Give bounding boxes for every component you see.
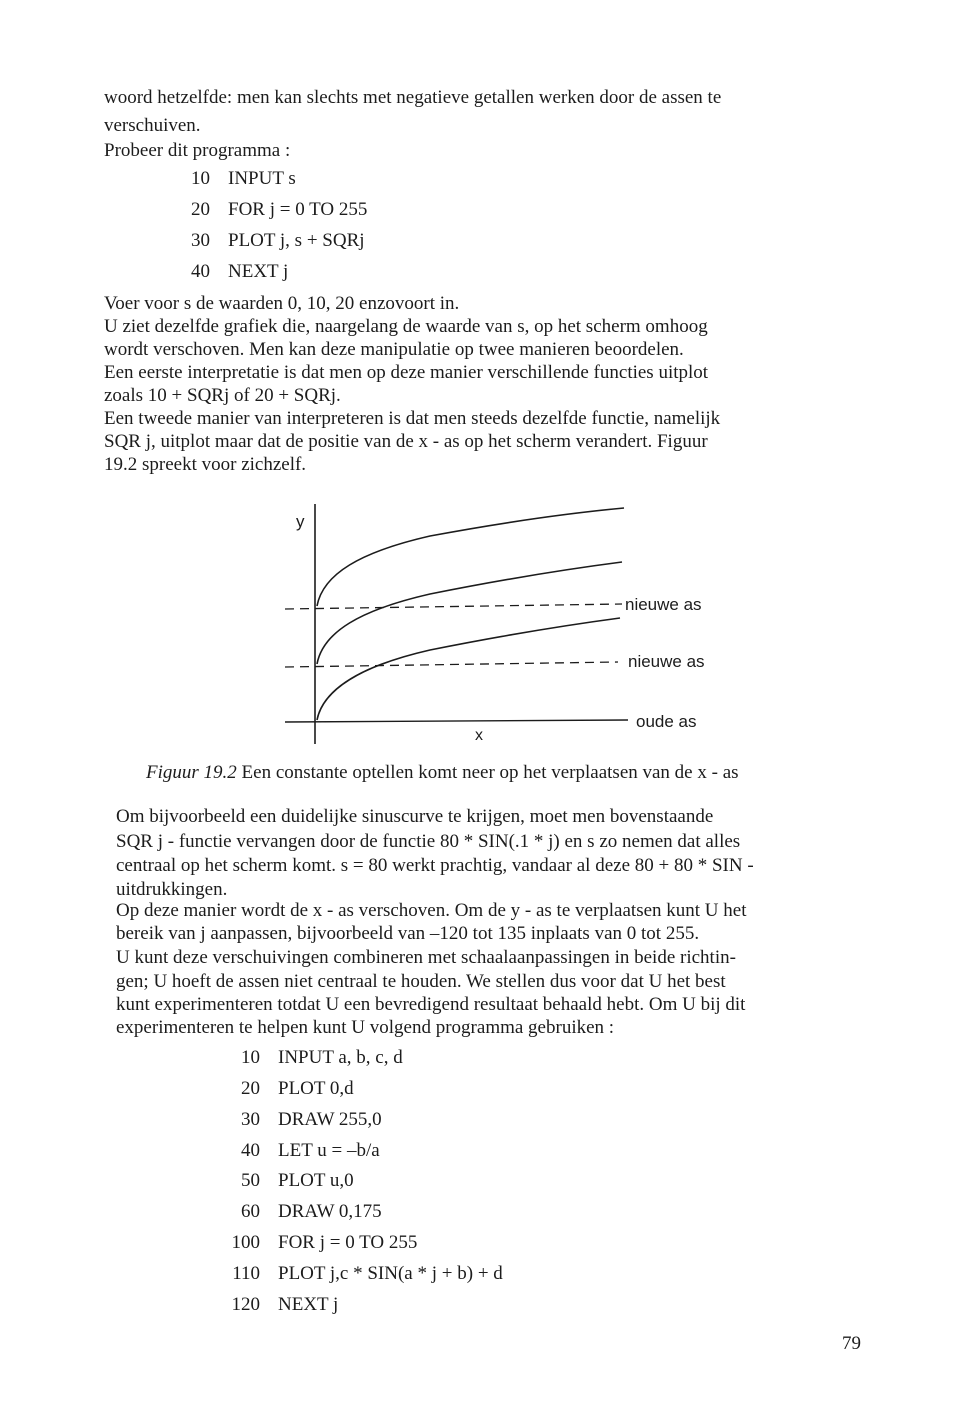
figure-caption: [146, 762, 739, 784]
line-number: 30: [241, 1109, 260, 1130]
code-text: FOR j = 0 TO 255: [228, 199, 368, 220]
code-text: INPUT s: [228, 168, 296, 189]
code-line: [214, 1293, 338, 1317]
line-number: 60: [241, 1201, 260, 1222]
body-line: SQR j, uitplot maar dat de positie van de x - as op het scherm verandert. Figuur: [104, 431, 708, 452]
code-line: [214, 1139, 380, 1163]
code-text: DRAW 0,175: [278, 1201, 382, 1222]
body-line: kunt experimenteren totdat U een bevredigend resultaat behaald hebt. Om U bij dit: [116, 994, 746, 1015]
body-line: zoals 10 + SQRj of 20 + SQRj.: [104, 385, 341, 406]
x-axis-label: x: [475, 727, 483, 744]
caption-label: Figuur 19.2: [146, 762, 237, 783]
code-text: NEXT j: [228, 261, 289, 282]
body-line: Om bijvoorbeeld een duidelijke sinuscurve te krijgen, moet men bovenstaande: [116, 806, 714, 827]
label-new-axis-top: nieuwe as: [625, 595, 702, 614]
body-line: Een tweede manier van interpreteren is dat men steeds dezelfde functie, namelijk: [104, 408, 721, 429]
code-line: [214, 1200, 382, 1224]
label-new-axis-middle: nieuwe as: [628, 652, 705, 671]
code-line: [170, 198, 367, 222]
line-number: 20: [191, 199, 210, 220]
caption-text: Een constante optellen komt neer op het verplaatsen van de x - as: [236, 762, 739, 783]
page-number: 79: [842, 1333, 861, 1354]
body-line: 19.2 spreekt voor zichzelf.: [104, 454, 307, 475]
new-axis-middle: [285, 662, 618, 667]
intro-line: verschuiven.: [104, 115, 201, 136]
body-line: SQR j - functie vervangen door de functie 80 * SIN(.1 * j) en s zo nemen dat alles: [116, 831, 741, 852]
code-line: [170, 229, 365, 253]
intro-line: woord hetzelfde: men kan slechts met negatieve getallen werken door de assen te: [104, 87, 722, 108]
code-text: NEXT j: [278, 1294, 339, 1315]
line-number: 40: [241, 1140, 260, 1161]
code-line: [214, 1046, 403, 1070]
line-number: 100: [231, 1232, 260, 1253]
body-line: gen; U hoeft de assen niet centraal te houden. We stellen dus voor dat U het best: [116, 971, 726, 992]
code-text: FOR j = 0 TO 255: [278, 1232, 418, 1253]
code-text: DRAW 255,0: [278, 1109, 382, 1130]
line-number: 120: [231, 1294, 260, 1315]
line-number: 10: [191, 168, 210, 189]
body-line: centraal op het scherm komt. s = 80 werkt prachtig, vandaar al deze 80 + 80 * SIN -: [116, 855, 754, 876]
old-x-axis: [285, 720, 628, 722]
line-number: 40: [191, 261, 210, 282]
code-line: [214, 1077, 354, 1101]
code-line: [170, 260, 288, 284]
sqrt-curve-bottom: [317, 618, 620, 720]
body-line: U ziet dezelfde grafiek die, naargelang de waarde van s, op het scherm omhoog: [104, 316, 708, 337]
code-text: INPUT a, b, c, d: [278, 1047, 403, 1068]
body-line: Een eerste interpretatie is dat men op deze manier verschillende functies uitplot: [104, 362, 709, 383]
body-line: U kunt deze verschuivingen combineren met schaalaanpassingen in beide richtin-: [116, 947, 736, 968]
line-number: 30: [191, 230, 210, 251]
body-line: uitdrukkingen.: [116, 879, 228, 900]
code-text: PLOT j,c * SIN(a * j + b) + d: [278, 1263, 503, 1284]
line-number: 50: [241, 1170, 260, 1191]
label-old-axis: oude as: [636, 712, 697, 731]
code-text: LET u = –b/a: [278, 1140, 380, 1161]
code-line: [214, 1231, 417, 1255]
code-line: [214, 1169, 354, 1193]
new-axis-top: [285, 604, 622, 609]
y-axis-label: y: [296, 512, 305, 531]
code-line: [170, 167, 296, 191]
line-number: 110: [232, 1263, 260, 1284]
code-line: [214, 1108, 382, 1132]
body-line: wordt verschoven. Men kan deze manipulatie op twee manieren beoordelen.: [104, 339, 684, 360]
code-text: PLOT j, s + SQRj: [228, 230, 365, 251]
code-text: PLOT 0,d: [278, 1078, 354, 1099]
code-text: PLOT u,0: [278, 1170, 354, 1191]
line-number: 20: [241, 1078, 260, 1099]
body-line: experimenteren te helpen kunt U volgend programma gebruiken :: [116, 1017, 615, 1038]
line-number: 10: [241, 1047, 260, 1068]
body-line: bereik van j aanpassen, bijvoorbeeld van –120 tot 135 inplaats van 0 tot 255.: [116, 923, 700, 944]
body-line: Voer voor s de waarden 0, 10, 20 enzovoort in.: [104, 293, 460, 314]
sqrt-curve-top: [317, 508, 624, 606]
intro-line: Probeer dit programma :: [104, 140, 291, 161]
sqrt-curve-middle: [317, 562, 622, 664]
body-line: Op deze manier wordt de x - as verschoven. Om de y - as te verplaatsen kunt U het: [116, 900, 747, 921]
code-line: [214, 1262, 503, 1286]
